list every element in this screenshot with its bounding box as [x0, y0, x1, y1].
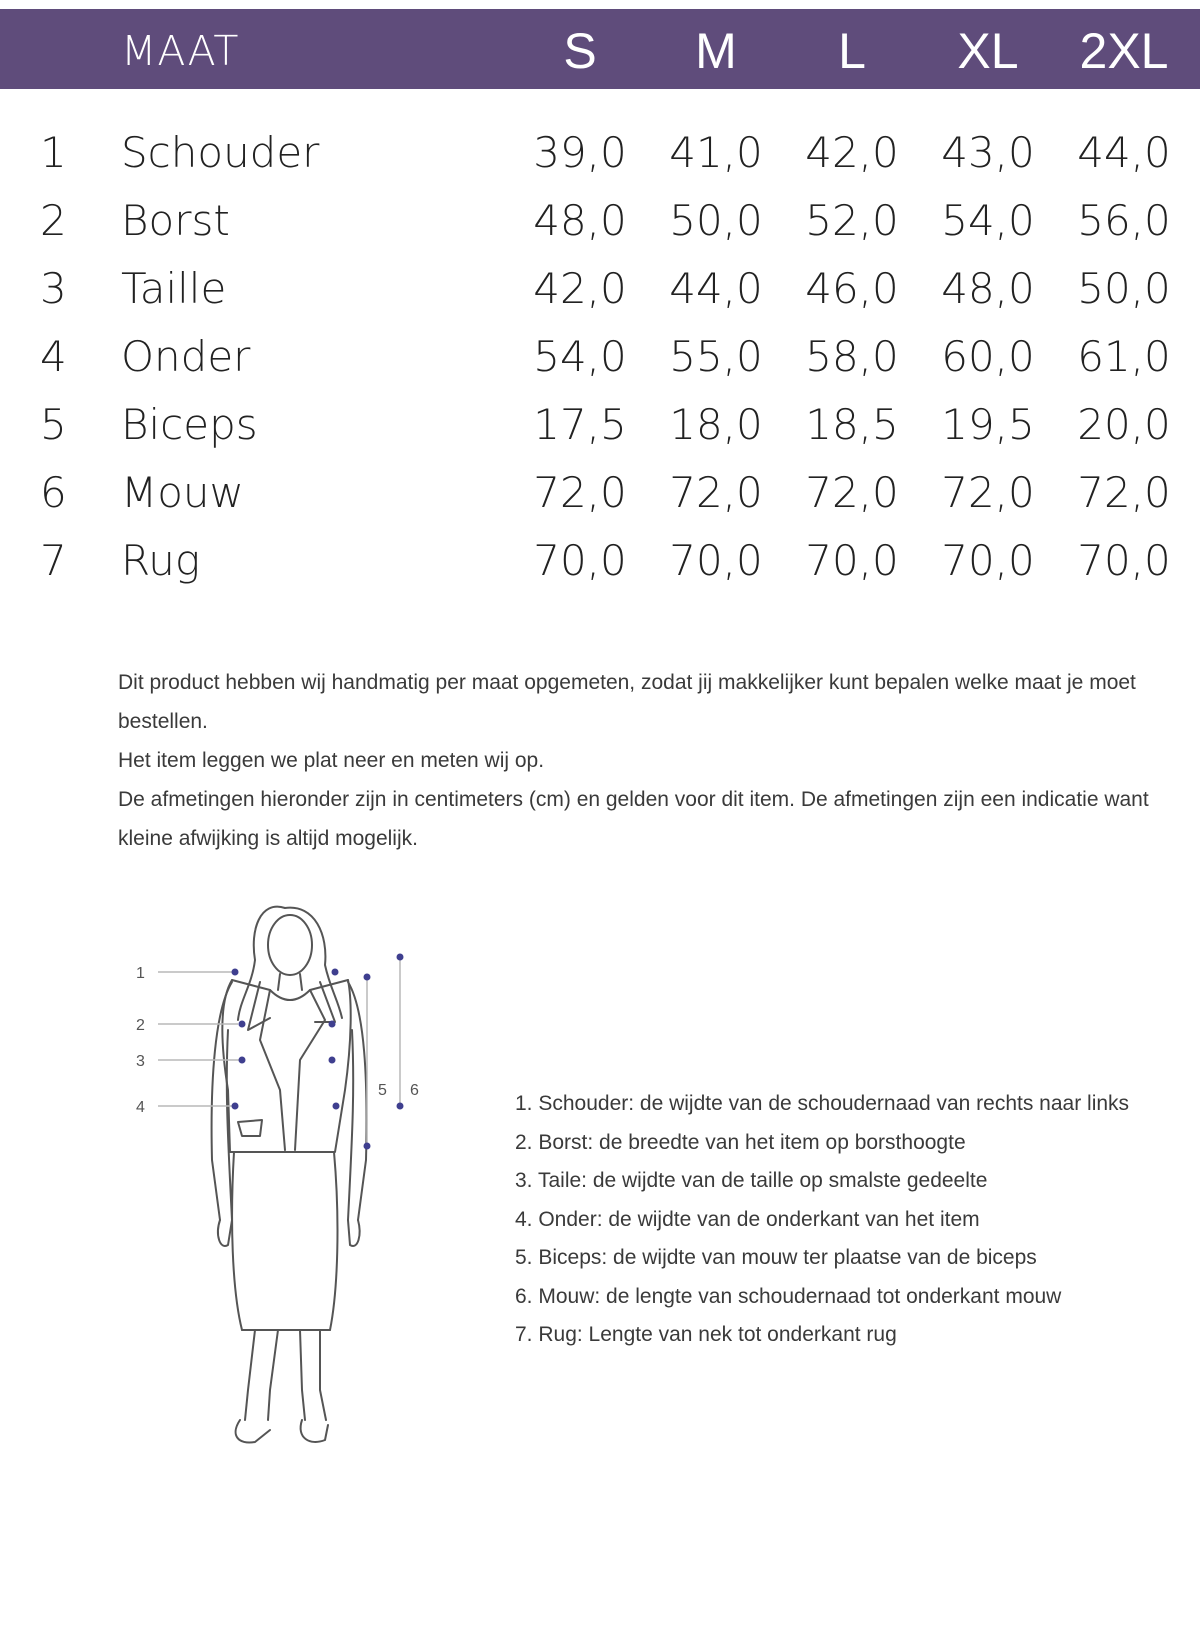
cell-s: 70,0: [533, 536, 627, 585]
cell-xl: 19,5: [941, 400, 1035, 449]
figure-label-1: 1: [136, 965, 145, 982]
cell-2xl: 50,0: [1077, 264, 1171, 313]
figure-label-2: 2: [136, 1017, 145, 1034]
cell-m: 72,0: [669, 468, 763, 517]
cell-xl: 54,0: [941, 196, 1035, 245]
figure-label-5: 5: [378, 1082, 387, 1099]
size-table-header: [0, 9, 1200, 89]
intro-paragraph: Dit product hebben wij handmatig per maat opgemeten, zodat jij makkelijker kunt bepalen welke maat je moet bestellen.: [118, 671, 1136, 733]
row-label: Borst: [121, 196, 230, 245]
table-row-taille: [0, 258, 1200, 326]
cell-xl: 48,0: [941, 264, 1035, 313]
row-label: Onder: [121, 332, 251, 381]
cell-m: 18,0: [669, 400, 763, 449]
cell-xl: 60,0: [941, 332, 1035, 381]
cell-xl: 72,0: [941, 468, 1035, 517]
cell-xl: 70,0: [941, 536, 1035, 585]
table-row-biceps: [0, 394, 1200, 462]
row-label: Rug: [121, 536, 201, 585]
row-number: 1: [40, 128, 67, 177]
intro-paragraph: Het item leggen we plat neer en meten wij op.: [118, 749, 545, 772]
legend-item: 6. Mouw: de lengte van schoudernaad tot onderkant mouw: [515, 1284, 1062, 1308]
row-label: Biceps: [121, 400, 258, 449]
legend-item: 2. Borst: de breedte van het item op borsthoogte: [515, 1130, 966, 1154]
table-row-schouder: [0, 122, 1200, 190]
legend-item: 4. Onder: de wijdte van de onderkant van het item: [515, 1207, 980, 1231]
cell-l: 46,0: [805, 264, 899, 313]
row-number: 6: [40, 468, 67, 517]
cell-m: 41,0: [669, 128, 763, 177]
cell-2xl: 44,0: [1077, 128, 1171, 177]
table-row-rug: [0, 530, 1200, 598]
cell-s: 48,0: [533, 196, 627, 245]
figure-label-4: 4: [136, 1099, 145, 1116]
cell-m: 70,0: [669, 536, 763, 585]
row-label: Schouder: [121, 128, 320, 177]
cell-m: 55,0: [669, 332, 763, 381]
cell-2xl: 61,0: [1077, 332, 1171, 381]
size-column-2xl: 2XL: [1079, 23, 1169, 79]
cell-s: 54,0: [533, 332, 627, 381]
legend-item: 3. Taile: de wijdte van de taille op smalste gedeelte: [515, 1169, 988, 1192]
cell-2xl: 70,0: [1077, 536, 1171, 585]
size-column-l: L: [838, 23, 866, 79]
table-row-borst: [0, 190, 1200, 258]
cell-2xl: 20,0: [1077, 400, 1171, 449]
measurement-legend: [515, 1085, 1195, 1355]
row-number: 7: [40, 536, 67, 585]
row-label: Mouw: [121, 468, 244, 517]
cell-s: 42,0: [533, 264, 627, 313]
row-number: 4: [40, 332, 67, 381]
cell-xl: 43,0: [941, 128, 1035, 177]
cell-l: 58,0: [805, 332, 899, 381]
figure-label-6: 6: [410, 1082, 419, 1099]
intro-paragraph: De afmetingen hieronder zijn in centimeters (cm) en gelden voor dit item. De afmetingen zijn een indicatie want kleine afwijking is altijd mogelijk.: [118, 788, 1149, 850]
cell-m: 50,0: [669, 196, 763, 245]
legend-item: 5. Biceps: de wijdte van mouw ter plaatse van de biceps: [515, 1246, 1037, 1269]
measurement-figure: [120, 890, 460, 1450]
cell-l: 52,0: [805, 196, 899, 245]
row-number: 5: [40, 400, 67, 449]
cell-l: 72,0: [805, 468, 899, 517]
size-column-m: M: [695, 23, 737, 79]
cell-s: 39,0: [533, 128, 627, 177]
cell-s: 72,0: [533, 468, 627, 517]
legend-item: 1. Schouder: de wijdte van de schoudernaad van rechts naar links: [515, 1092, 1130, 1115]
cell-l: 18,5: [805, 400, 899, 449]
table-row-onder: [0, 326, 1200, 394]
table-row-mouw: [0, 462, 1200, 530]
cell-l: 70,0: [805, 536, 899, 585]
measurement-intro: [118, 663, 1190, 858]
cell-2xl: 72,0: [1077, 468, 1171, 517]
woman-jacket-illustration: [120, 890, 460, 1450]
cell-2xl: 56,0: [1077, 196, 1171, 245]
size-header-title: MAAT: [121, 27, 240, 75]
size-column-xl: XL: [957, 23, 1019, 79]
row-label: Taille: [121, 264, 227, 313]
cell-l: 42,0: [805, 128, 899, 177]
row-number: 2: [40, 196, 67, 245]
figure-label-3: 3: [136, 1053, 145, 1070]
legend-item: 7. Rug: Lengte van nek tot onderkant rug: [515, 1323, 897, 1346]
cell-m: 44,0: [669, 264, 763, 313]
cell-s: 17,5: [533, 400, 627, 449]
row-number: 3: [40, 264, 67, 313]
size-column-s: S: [563, 23, 597, 79]
